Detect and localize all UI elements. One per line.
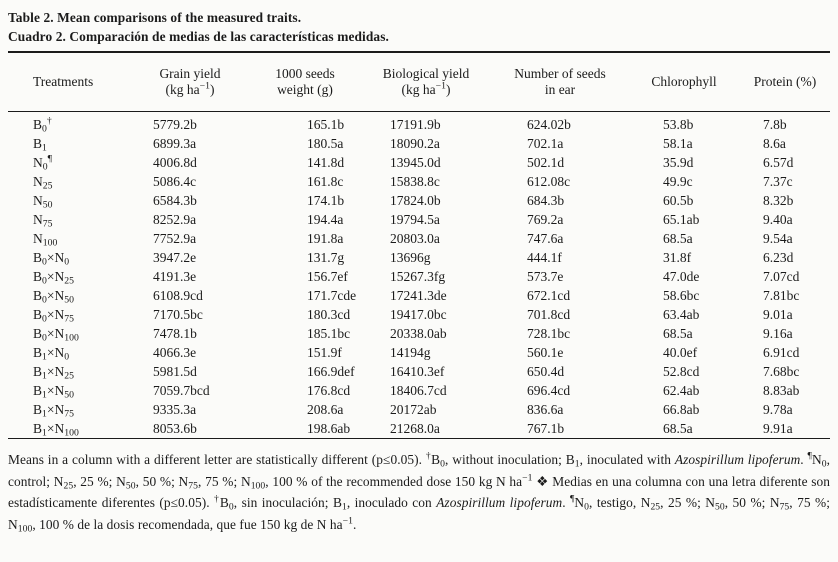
table-row: [8, 248, 830, 267]
data-cell: 191.8a: [307, 231, 344, 246]
data-cell: 13945.0d: [390, 155, 441, 170]
data-cell: 3947.2e: [153, 250, 197, 265]
table-row: [8, 286, 830, 305]
data-cell: 9.78a: [763, 402, 793, 417]
table-row: [8, 305, 830, 324]
table-row: [8, 153, 830, 172]
data-cell: 52.8cd: [663, 364, 700, 379]
data-cell: 20338.0ab: [390, 326, 447, 341]
data-cell: 171.7cde: [307, 288, 357, 303]
data-cell: 17241.3de: [390, 288, 447, 303]
table-row: [8, 362, 830, 381]
treatment-label: $B_0\times N_{100}$: [33, 326, 79, 344]
data-cell: 444.1f: [527, 250, 562, 265]
treatment-label: $B_0\times N_{50}$: [33, 288, 74, 306]
treatment-label: $B_1\times N_{75}$: [33, 402, 74, 420]
data-cell: 5086.4c: [153, 174, 197, 189]
col-header-4: Number of seeds in ear: [492, 52, 628, 112]
data-cell: 9.54a: [763, 231, 793, 246]
data-cell: 14194g: [390, 345, 431, 360]
data-cell: 58.6bc: [663, 288, 700, 303]
data-cell: 131.7g: [307, 250, 345, 265]
data-cell: 9.16a: [763, 326, 793, 341]
data-cell: 7170.5bc: [153, 307, 203, 322]
data-cell: 6.57d: [763, 155, 794, 170]
treatment-label: $B_0\times N_0$: [33, 250, 70, 268]
treatment-label: $B_1$: [33, 136, 47, 154]
data-cell: 65.1ab: [663, 212, 700, 227]
table-row: [8, 229, 830, 248]
col-header-2: 1000 seeds weight (g): [250, 52, 360, 112]
table-row: [8, 210, 830, 229]
col-header-0: Treatments: [8, 52, 130, 112]
data-cell: 18090.2a: [390, 136, 440, 151]
data-cell: 19794.5a: [390, 212, 440, 227]
treatment-label: $B_1\times N_{100}$: [33, 421, 79, 439]
data-cell: 7.07cd: [763, 269, 800, 284]
data-cell: 62.4ab: [663, 383, 700, 398]
data-cell: 17191.9b: [390, 117, 441, 132]
col-header-6: Protein (%): [740, 52, 830, 112]
data-cell: 151.9f: [307, 345, 342, 360]
data-cell: 166.9def: [307, 364, 355, 379]
treatment-label: $B_1\times N_{50}$: [33, 383, 74, 401]
data-cell: 7752.9a: [153, 231, 197, 246]
treatment-label: $B_1\times N_{25}$: [33, 364, 74, 382]
data-cell: 728.1bc: [527, 326, 571, 341]
data-cell: 60.5b: [663, 193, 694, 208]
data-cell: 6.23d: [763, 250, 794, 265]
data-cell: 180.3cd: [307, 307, 351, 322]
table-row: [8, 267, 830, 286]
data-cell: 47.0de: [663, 269, 700, 284]
data-cell: 9335.3a: [153, 402, 197, 417]
data-cell: 35.9d: [663, 155, 694, 170]
data-cell: 4191.3e: [153, 269, 197, 284]
data-cell: 13696g: [390, 250, 431, 265]
data-cell: 21268.0a: [390, 421, 440, 436]
table-row: [8, 400, 830, 419]
data-cell: 180.5a: [307, 136, 344, 151]
data-cell: 31.8f: [663, 250, 692, 265]
data-cell: 9.01a: [763, 307, 793, 322]
data-cell: 624.02b: [527, 117, 571, 132]
data-cell: 156.7ef: [307, 269, 348, 284]
data-cell: 684.3b: [527, 193, 565, 208]
table-row: [8, 134, 830, 153]
data-cell: 58.1a: [663, 136, 693, 151]
treatment-label: $N_{50}$: [33, 193, 53, 211]
data-cell: 8252.9a: [153, 212, 197, 227]
data-cell: 4006.8d: [153, 155, 197, 170]
data-cell: 5779.2b: [153, 117, 197, 132]
data-cell: 769.2a: [527, 212, 564, 227]
data-cell: 7.8b: [763, 117, 787, 132]
data-cell: 208.6a: [307, 402, 344, 417]
data-cell: 53.8b: [663, 117, 694, 132]
data-cell: 836.6a: [527, 402, 564, 417]
data-cell: 198.6ab: [307, 421, 351, 436]
data-cell: 165.1b: [307, 117, 345, 132]
table-row: [8, 419, 830, 439]
table-row: [8, 172, 830, 191]
data-cell: 8.6a: [763, 136, 786, 151]
treatment-label: $N_{75}$: [33, 212, 53, 230]
treatment-label: $N_0^\P$: [33, 153, 53, 173]
measured-traits-table: [8, 51, 830, 439]
data-cell: 66.8ab: [663, 402, 700, 417]
table-row: [8, 324, 830, 343]
col-header-1: Grain yield (kg $ha^{-1}$): [130, 52, 250, 112]
data-cell: 141.8d: [307, 155, 345, 170]
data-cell: 194.4a: [307, 212, 344, 227]
data-cell: 20803.0a: [390, 231, 440, 246]
data-cell: 502.1d: [527, 155, 565, 170]
data-cell: 16410.3ef: [390, 364, 445, 379]
data-cell: 8.32b: [763, 193, 794, 208]
data-cell: 7.68bc: [763, 364, 800, 379]
data-cell: 696.4cd: [527, 383, 571, 398]
data-cell: 40.0ef: [663, 345, 698, 360]
data-cell: 15838.8c: [390, 174, 440, 189]
treatment-label: $B_1\times N_0$: [33, 345, 70, 363]
data-cell: 7.81bc: [763, 288, 800, 303]
treatment-label: $B_0^\dagger$: [33, 115, 52, 135]
data-cell: 767.1b: [527, 421, 565, 436]
data-cell: 4066.3e: [153, 345, 197, 360]
data-cell: 702.1a: [527, 136, 564, 151]
treatment-label: $N_{100}$: [33, 231, 58, 249]
col-header-3: Biological yield (kg $ha^{-1}$): [360, 52, 492, 112]
data-cell: 5981.5d: [153, 364, 197, 379]
treatment-label: $N_{25}$: [33, 174, 53, 192]
col-header-5: Chlorophyll: [628, 52, 740, 112]
data-cell: 20172ab: [390, 402, 437, 417]
data-cell: 68.5a: [663, 231, 693, 246]
data-cell: 6108.9cd: [153, 288, 203, 303]
data-cell: 17824.0b: [390, 193, 441, 208]
table-row: [8, 381, 830, 400]
treatment-label: $B_0\times N_{75}$: [33, 307, 74, 325]
table-footnote: Means in a column with a different letter are statistically different (p≤0.05). $^\dagger B_0$, without inoculation; $B_1$, inoculated with Azospirillum lipoferum. $^\P N_0$, control; $N_{25}$, 25 %; $N_{50}$, 50 %; $N_{75}$, 75 %; $N_{100}$, 100 % of the recommended dose 150 kg N $ha^{-1}$ ❖ Medias en una columna con una letra diferente son estadísticamente diferentes (p≤0.05). $^\dagger B_0$, sin inoculación; $B_1$, inoculado con Azospirillum lipoferum. $^\P N_0$, testigo, $N_{25}$, 25 %; $N_{50}$, 50 %; $N_{75}$, 75 %; $N_{100}$, 100 % de la dosis recomendada, que fue 150 kg de N $ha^{-1}$.: [8, 450, 831, 535]
table-row: [8, 191, 830, 210]
data-cell: 176.8cd: [307, 383, 351, 398]
data-cell: 68.5a: [663, 421, 693, 436]
data-cell: 9.91a: [763, 421, 793, 436]
data-cell: 63.4ab: [663, 307, 700, 322]
data-cell: 8053.6b: [153, 421, 197, 436]
data-cell: 6.91cd: [763, 345, 800, 360]
data-cell: 6899.3a: [153, 136, 197, 151]
data-cell: 18406.7cd: [390, 383, 447, 398]
table-title-es: Cuadro 2. Comparación de medias de las características medidas.: [8, 29, 389, 44]
data-cell: 672.1cd: [527, 288, 571, 303]
data-cell: 7059.7bcd: [153, 383, 210, 398]
data-cell: 573.7e: [527, 269, 564, 284]
data-cell: 701.8cd: [527, 307, 571, 322]
data-cell: 747.6a: [527, 231, 564, 246]
table-row: [8, 343, 830, 362]
data-cell: 49.9c: [663, 174, 693, 189]
data-cell: 9.40a: [763, 212, 793, 227]
data-cell: 612.08c: [527, 174, 571, 189]
data-cell: 560.1e: [527, 345, 564, 360]
treatment-label: $B_0\times N_{25}$: [33, 269, 74, 287]
table-row: [8, 112, 830, 135]
table-title-en: Table 2. Mean comparisons of the measured traits.: [8, 10, 302, 25]
data-cell: 161.8c: [307, 174, 344, 189]
data-cell: 8.83ab: [763, 383, 800, 398]
data-cell: 15267.3fg: [390, 269, 446, 284]
data-cell: 19417.0bc: [390, 307, 447, 322]
table-header-row: [8, 52, 830, 112]
data-cell: 650.4d: [527, 364, 565, 379]
data-cell: 7.37c: [763, 174, 793, 189]
data-cell: 6584.3b: [153, 193, 197, 208]
data-cell: 68.5a: [663, 326, 693, 341]
data-cell: 7478.1b: [153, 326, 197, 341]
data-cell: 174.1b: [307, 193, 345, 208]
data-cell: 185.1bc: [307, 326, 351, 341]
